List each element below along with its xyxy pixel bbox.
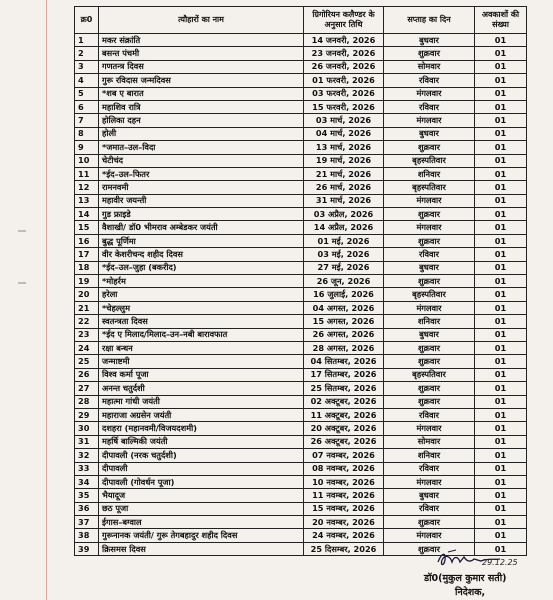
holiday-count-cell: 01: [475, 288, 527, 301]
festival-name-cell: मकर संक्रांति: [99, 34, 304, 47]
weekday-cell: रविवार: [384, 462, 475, 475]
weekday-cell: बुधवार: [384, 34, 475, 47]
holiday-count-cell: 01: [475, 489, 527, 502]
date-cell: 17 सितम्बर, 2026: [304, 368, 384, 381]
festival-name-cell: महावीर जयन्ती: [99, 194, 304, 207]
serial-cell: 16: [75, 234, 99, 247]
holiday-count-cell: 01: [475, 74, 527, 87]
table-row: [75, 221, 527, 234]
serial-cell: 5: [75, 87, 99, 100]
festival-name-cell: *जमात–उल–विदा: [99, 141, 304, 154]
date-cell: 11 नवम्बर, 2026: [304, 489, 384, 502]
festival-name-cell: *शब ए बारात: [99, 87, 304, 100]
serial-cell: 39: [75, 542, 99, 555]
date-cell: 20 नवम्बर, 2026: [304, 516, 384, 529]
table-row: [75, 502, 527, 515]
holiday-count-cell: 01: [475, 475, 527, 488]
serial-cell: 28: [75, 395, 99, 408]
date-cell: 02 अक्टूबर, 2026: [304, 395, 384, 408]
holiday-table: [74, 6, 527, 556]
table-row: [75, 34, 527, 47]
holiday-count-cell: 01: [475, 395, 527, 408]
serial-cell: 7: [75, 114, 99, 127]
punch-hole-mark: [18, 230, 26, 232]
holiday-count-cell: 01: [475, 328, 527, 341]
holiday-count-cell: 01: [475, 100, 527, 113]
holiday-count-cell: 01: [475, 301, 527, 314]
festival-name-cell: गुरू रविदास जन्मदिवस: [99, 74, 304, 87]
date-cell: 03 फरवरी, 2026: [304, 87, 384, 100]
serial-cell: 25: [75, 355, 99, 368]
weekday-cell: शुक्रवार: [384, 395, 475, 408]
holiday-count-cell: 01: [475, 141, 527, 154]
festival-name-cell: *मोहर्रम: [99, 275, 304, 288]
serial-cell: 2: [75, 47, 99, 60]
serial-cell: 10: [75, 154, 99, 167]
date-cell: 24 नवम्बर, 2026: [304, 529, 384, 542]
table-row: [75, 529, 527, 542]
date-cell: 25 दिसम्बर, 2026: [304, 542, 384, 555]
holiday-count-cell: 01: [475, 355, 527, 368]
weekday-cell: शुक्रवार: [384, 208, 475, 221]
festival-name-cell: महात्मा गांधी जयंती: [99, 395, 304, 408]
serial-cell: 31: [75, 435, 99, 448]
weekday-cell: रविवार: [384, 408, 475, 421]
festival-name-cell: गुड फ्राइडे: [99, 208, 304, 221]
serial-cell: 3: [75, 60, 99, 73]
serial-cell: 12: [75, 181, 99, 194]
festival-name-cell: विश्व कर्मा पूजा: [99, 368, 304, 381]
table-row: [75, 114, 527, 127]
festival-name-cell: *ईद–उल–जुहा (बकरीद): [99, 261, 304, 274]
serial-cell: 18: [75, 261, 99, 274]
holiday-count-cell: 01: [475, 542, 527, 555]
serial-cell: 27: [75, 382, 99, 395]
serial-cell: 20: [75, 288, 99, 301]
date-cell: 04 अगस्त, 2026: [304, 301, 384, 314]
date-cell: 26 अगस्त, 2026: [304, 328, 384, 341]
holiday-count-cell: 01: [475, 181, 527, 194]
festival-name-cell: *चेहल्लुम: [99, 301, 304, 314]
weekday-cell: बृहस्पतिवार: [384, 368, 475, 381]
weekday-cell: मंगलवार: [384, 422, 475, 435]
weekday-cell: मंगलवार: [384, 87, 475, 100]
table-row: [75, 47, 527, 60]
holiday-count-cell: 01: [475, 341, 527, 354]
weekday-cell: मंगलवार: [384, 475, 475, 488]
festival-name-cell: बुद्ध पूर्णिमा: [99, 234, 304, 247]
date-cell: 08 नवम्बर, 2026: [304, 462, 384, 475]
date-cell: 10 नवम्बर, 2026: [304, 475, 384, 488]
serial-cell: 13: [75, 194, 99, 207]
holiday-count-cell: 01: [475, 248, 527, 261]
festival-name-cell: होलिका दहन: [99, 114, 304, 127]
holiday-count-cell: 01: [475, 47, 527, 60]
holiday-count-cell: 01: [475, 502, 527, 515]
table-row: [75, 87, 527, 100]
date-cell: 03 मार्च, 2026: [304, 114, 384, 127]
serial-cell: 38: [75, 529, 99, 542]
festival-name-cell: दीपावली: [99, 462, 304, 475]
holiday-count-cell: 01: [475, 422, 527, 435]
serial-cell: 24: [75, 341, 99, 354]
date-cell: 19 मार्च, 2026: [304, 154, 384, 167]
holiday-count-cell: 01: [475, 114, 527, 127]
weekday-cell: रविवार: [384, 502, 475, 515]
weekday-cell: शुक्रवार: [384, 516, 475, 529]
weekday-cell: मंगलवार: [384, 301, 475, 314]
date-cell: 26 जनवरी, 2026: [304, 60, 384, 73]
holiday-count-cell: 01: [475, 208, 527, 221]
holiday-count-cell: 01: [475, 154, 527, 167]
table-row: [75, 127, 527, 140]
table-row: [75, 422, 527, 435]
weekday-cell: शुक्रवार: [384, 234, 475, 247]
holiday-count-cell: 01: [475, 234, 527, 247]
holiday-count-cell: 01: [475, 261, 527, 274]
festival-name-cell: क्रिसमस दिवस: [99, 542, 304, 555]
festival-name-cell: वीर केशरीचन्द शहीद दिवस: [99, 248, 304, 261]
date-cell: 01 फरवरी, 2026: [304, 74, 384, 87]
weekday-cell: शुक्रवार: [384, 341, 475, 354]
punch-hole-mark: [18, 282, 26, 284]
serial-cell: 37: [75, 516, 99, 529]
table-row: [75, 60, 527, 73]
weekday-cell: बुधवार: [384, 489, 475, 502]
festival-name-cell: जन्माष्टमी: [99, 355, 304, 368]
date-cell: 03 मई, 2026: [304, 248, 384, 261]
header-festival-name: त्यौहारों का नाम: [99, 7, 304, 34]
serial-cell: 4: [75, 74, 99, 87]
table-row: [75, 100, 527, 113]
holiday-count-cell: 01: [475, 315, 527, 328]
serial-cell: 30: [75, 422, 99, 435]
festival-name-cell: दीपावली (गोवर्धन पूजा): [99, 475, 304, 488]
date-cell: 26 मार्च, 2026: [304, 181, 384, 194]
table-row: [75, 368, 527, 381]
festival-name-cell: हरेला: [99, 288, 304, 301]
holiday-count-cell: 01: [475, 368, 527, 381]
holiday-count-cell: 01: [475, 127, 527, 140]
table-body: [75, 34, 527, 556]
table-row: [75, 275, 527, 288]
serial-cell: 15: [75, 221, 99, 234]
date-cell: 15 नवम्बर, 2026: [304, 502, 384, 515]
header-date: ग्रिगोरियन कलैण्डर के अनुसार तिथि: [304, 7, 384, 34]
table-row: [75, 435, 527, 448]
date-cell: 04 सितम्बर, 2026: [304, 355, 384, 368]
weekday-cell: सोमवार: [384, 435, 475, 448]
serial-cell: 6: [75, 100, 99, 113]
festival-name-cell: दीपावली (नरक चतुर्दशी): [99, 449, 304, 462]
date-cell: 04 मार्च, 2026: [304, 127, 384, 140]
festival-name-cell: रक्षा बन्धन: [99, 341, 304, 354]
holiday-count-cell: 01: [475, 408, 527, 421]
festival-name-cell: रामनवमी: [99, 181, 304, 194]
table-row: [75, 248, 527, 261]
festival-name-cell: बसन्त पंचमी: [99, 47, 304, 60]
serial-cell: 35: [75, 489, 99, 502]
table-row: [75, 382, 527, 395]
weekday-cell: शनिवार: [384, 167, 475, 180]
festival-name-cell: गणतन्त्र दिवस: [99, 60, 304, 73]
date-cell: 31 मार्च, 2026: [304, 194, 384, 207]
table-row: [75, 516, 527, 529]
weekday-cell: शुक्रवार: [384, 141, 475, 154]
serial-cell: 1: [75, 34, 99, 47]
weekday-cell: रविवार: [384, 248, 475, 261]
weekday-cell: बुधवार: [384, 328, 475, 341]
table-row: [75, 194, 527, 207]
weekday-cell: बृहस्पतिवार: [384, 181, 475, 194]
holiday-count-cell: 01: [475, 529, 527, 542]
date-cell: 26 जून, 2026: [304, 275, 384, 288]
festival-name-cell: गुरूनानक जयंती/ गुरू तेगबहादुर शहीद दिवस: [99, 529, 304, 542]
festival-name-cell: स्वतन्त्रता दिवस: [99, 315, 304, 328]
date-cell: 23 जनवरी, 2026: [304, 47, 384, 60]
serial-cell: 14: [75, 208, 99, 221]
date-cell: 21 मार्च, 2026: [304, 167, 384, 180]
festival-name-cell: महर्षि बाल्मिकी जयंती: [99, 435, 304, 448]
festival-name-cell: महाराजा अग्रसेन जयंती: [99, 408, 304, 421]
weekday-cell: बुधवार: [384, 261, 475, 274]
weekday-cell: शुक्रवार: [384, 542, 475, 555]
table-row: [75, 74, 527, 87]
festival-name-cell: अनन्त चतुर्दशी: [99, 382, 304, 395]
table-row: [75, 208, 527, 221]
date-cell: 13 मार्च, 2026: [304, 141, 384, 154]
date-cell: 14 अप्रैल, 2026: [304, 221, 384, 234]
weekday-cell: शनिवार: [384, 315, 475, 328]
table-row: [75, 315, 527, 328]
weekday-cell: मंगलवार: [384, 529, 475, 542]
holiday-count-cell: 01: [475, 435, 527, 448]
serial-cell: 23: [75, 328, 99, 341]
date-cell: 20 अक्टूबर, 2026: [304, 422, 384, 435]
holiday-count-cell: 01: [475, 167, 527, 180]
date-cell: 15 अगस्त, 2026: [304, 315, 384, 328]
table-row: [75, 489, 527, 502]
serial-cell: 26: [75, 368, 99, 381]
serial-cell: 36: [75, 502, 99, 515]
table-row: [75, 328, 527, 341]
date-cell: 07 नवम्बर, 2026: [304, 449, 384, 462]
serial-cell: 11: [75, 167, 99, 180]
weekday-cell: मंगलवार: [384, 221, 475, 234]
date-cell: 25 सितम्बर, 2026: [304, 382, 384, 395]
weekday-cell: शुक्रवार: [384, 355, 475, 368]
header-serial: क्र0: [75, 7, 99, 34]
weekday-cell: मंगलवार: [384, 194, 475, 207]
holiday-count-cell: 01: [475, 60, 527, 73]
table-row: [75, 141, 527, 154]
weekday-cell: बुधवार: [384, 127, 475, 140]
signatory-name: डॉ0(मुकुल कुमार सती): [424, 573, 507, 584]
weekday-cell: रविवार: [384, 74, 475, 87]
table-row: [75, 355, 527, 368]
festival-name-cell: *ईद–उल–फितर: [99, 167, 304, 180]
date-cell: 03 अप्रैल, 2026: [304, 208, 384, 221]
holiday-count-cell: 01: [475, 275, 527, 288]
date-cell: 11 अक्टूबर, 2026: [304, 408, 384, 421]
weekday-cell: बृहस्पतिवार: [384, 154, 475, 167]
date-cell: 16 जुलाई, 2026: [304, 288, 384, 301]
table-row: [75, 462, 527, 475]
holiday-count-cell: 01: [475, 516, 527, 529]
serial-cell: 17: [75, 248, 99, 261]
holiday-count-cell: 01: [475, 462, 527, 475]
table-row: [75, 154, 527, 167]
holiday-count-cell: 01: [475, 221, 527, 234]
page-margin-line: [46, 0, 47, 600]
festival-name-cell: महाशिव रात्रि: [99, 100, 304, 113]
holiday-count-cell: 01: [475, 449, 527, 462]
table-header-row: [75, 7, 527, 34]
serial-cell: 29: [75, 408, 99, 421]
table-row: [75, 449, 527, 462]
serial-cell: 32: [75, 449, 99, 462]
holiday-count-cell: 01: [475, 194, 527, 207]
festival-name-cell: ईगास–बग्वाल: [99, 516, 304, 529]
festival-name-cell: होली: [99, 127, 304, 140]
date-cell: 27 मई, 2026: [304, 261, 384, 274]
festival-name-cell: छठ पूजा: [99, 502, 304, 515]
table-row: [75, 301, 527, 314]
header-weekday: सप्ताह का दिन: [384, 7, 475, 34]
weekday-cell: सोमवार: [384, 60, 475, 73]
header-holiday-count: अवकाशों की संख्या: [475, 7, 527, 34]
table-row: [75, 408, 527, 421]
table-row: [75, 475, 527, 488]
weekday-cell: शनिवार: [384, 449, 475, 462]
festival-name-cell: चेटीचंद: [99, 154, 304, 167]
table-row: [75, 395, 527, 408]
weekday-cell: बृहस्पतिवार: [384, 288, 475, 301]
date-cell: 28 अगस्त, 2026: [304, 341, 384, 354]
holiday-count-cell: 01: [475, 382, 527, 395]
serial-cell: 8: [75, 127, 99, 140]
holiday-count-cell: 01: [475, 87, 527, 100]
signature-date: 29.12.25: [482, 558, 518, 567]
table-row: [75, 341, 527, 354]
serial-cell: 21: [75, 301, 99, 314]
serial-cell: 33: [75, 462, 99, 475]
weekday-cell: शुक्रवार: [384, 47, 475, 60]
weekday-cell: शुक्रवार: [384, 382, 475, 395]
date-cell: 15 फरवरी, 2026: [304, 100, 384, 113]
serial-cell: 22: [75, 315, 99, 328]
table-row: [75, 234, 527, 247]
festival-name-cell: *ईद ए मिलाद/मिलाद–उन–नबी बारावफात: [99, 328, 304, 341]
table-row: [75, 167, 527, 180]
serial-cell: 19: [75, 275, 99, 288]
date-cell: 14 जनवरी, 2026: [304, 34, 384, 47]
table-row: [75, 261, 527, 274]
weekday-cell: मंगलवार: [384, 114, 475, 127]
festival-name-cell: दशहरा (महानवमी/विजयदशमी): [99, 422, 304, 435]
weekday-cell: शुक्रवार: [384, 275, 475, 288]
signatory-designation: निदेशक,: [455, 587, 486, 598]
serial-cell: 34: [75, 475, 99, 488]
date-cell: 01 मई, 2026: [304, 234, 384, 247]
festival-name-cell: भैयादूज: [99, 489, 304, 502]
table-row: [75, 288, 527, 301]
festival-name-cell: वैशाखी/ डॉ0 भीमराव अम्बेडकर जयंती: [99, 221, 304, 234]
table-row: [75, 181, 527, 194]
weekday-cell: रविवार: [384, 100, 475, 113]
serial-cell: 9: [75, 141, 99, 154]
date-cell: 26 अक्टूबर, 2026: [304, 435, 384, 448]
holiday-count-cell: 01: [475, 34, 527, 47]
